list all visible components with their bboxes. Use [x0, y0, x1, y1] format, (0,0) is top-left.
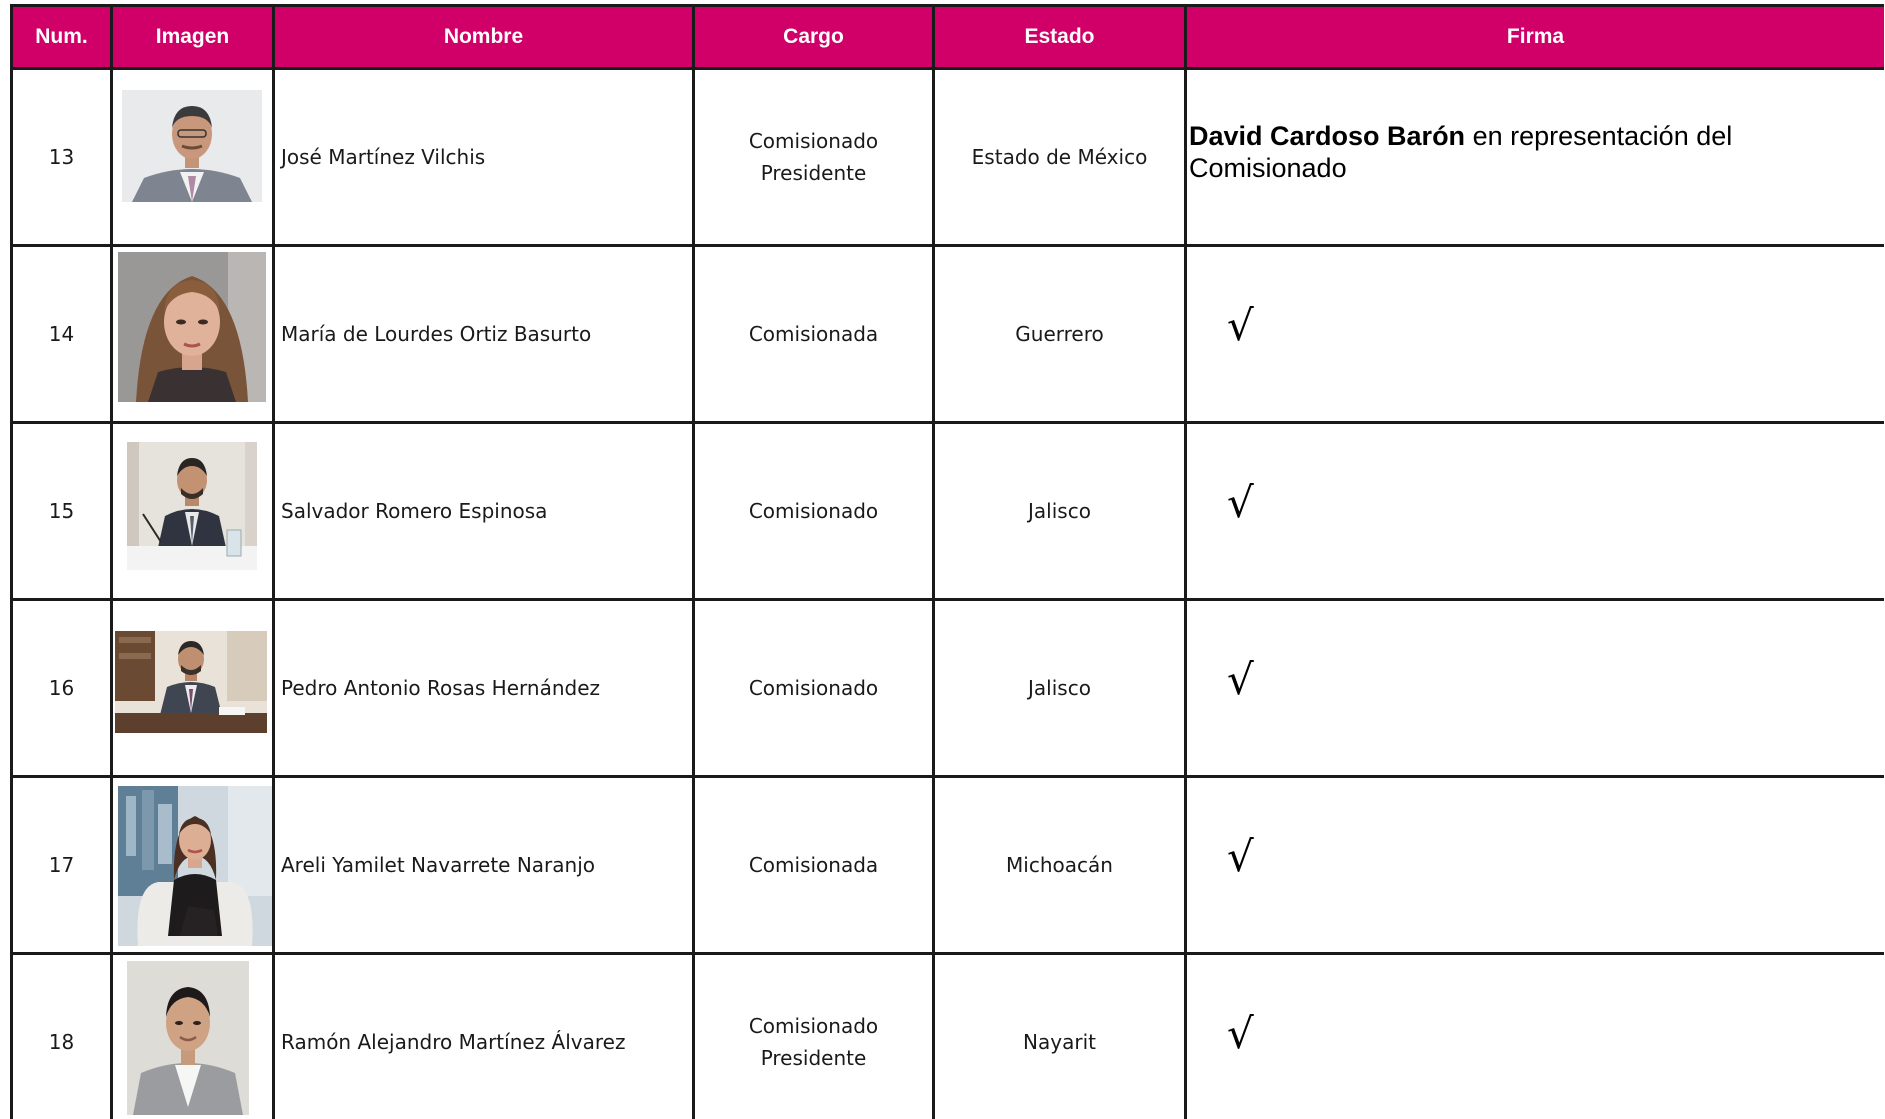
cargo-cell	[694, 423, 934, 600]
header-nombre: Nombre	[274, 6, 694, 69]
signature-check-icon: √	[1227, 301, 1254, 350]
header-firma: Firma	[1186, 6, 1885, 69]
cargo-line: Comisionado	[748, 676, 879, 700]
man-portrait-light-suit-icon	[127, 961, 249, 1115]
estado-cell: Jalisco	[934, 600, 1186, 777]
representation-note: en representación del Comisionado	[1189, 121, 1733, 183]
photo-cell	[112, 69, 274, 246]
signature-check-icon: √	[1227, 1009, 1254, 1058]
table-row	[12, 954, 1885, 1119]
cargo-line: Comisionado	[748, 499, 879, 523]
firma-cell	[1186, 777, 1885, 954]
cargo-line: Comisionado	[748, 129, 879, 153]
table-row	[12, 246, 1885, 423]
photo-cell	[112, 246, 274, 423]
name-cell: José Martínez Vilchis	[274, 69, 694, 246]
woman-seated-armchair-icon	[118, 786, 272, 946]
commissioners-table	[10, 4, 1884, 1119]
cargo-line: Comisionado	[748, 1014, 879, 1038]
firma-cell	[1186, 69, 1885, 246]
signature-check-icon: √	[1227, 832, 1254, 881]
row-number: 17	[12, 777, 112, 954]
table-header	[12, 6, 1885, 69]
cargo-line: Presidente	[760, 161, 867, 185]
header-cargo: Cargo	[694, 6, 934, 69]
name-cell: María de Lourdes Ortiz Basurto	[274, 246, 694, 423]
header-imagen: Imagen	[112, 6, 274, 69]
firma-cell	[1186, 246, 1885, 423]
cargo-line: Presidente	[760, 1046, 867, 1070]
cargo-cell	[694, 69, 934, 246]
estado-cell: Estado de México	[934, 69, 1186, 246]
row-number: 15	[12, 423, 112, 600]
attendance-sheet	[10, 4, 1884, 1119]
firma-cell	[1186, 954, 1885, 1119]
man-portrait-gray-suit-icon	[122, 90, 262, 202]
estado-cell: Guerrero	[934, 246, 1186, 423]
cargo-cell	[694, 777, 934, 954]
table-row	[12, 423, 1885, 600]
man-at-desk-microphone-icon	[127, 442, 257, 570]
estado-cell: Nayarit	[934, 954, 1186, 1119]
photo-cell	[112, 423, 274, 600]
estado-cell: Michoacán	[934, 777, 1186, 954]
signature-check-icon: √	[1227, 478, 1254, 527]
name-cell: Areli Yamilet Navarrete Naranjo	[274, 777, 694, 954]
row-number: 13	[12, 69, 112, 246]
row-number: 14	[12, 246, 112, 423]
estado-cell: Jalisco	[934, 423, 1186, 600]
header-row	[12, 6, 1885, 69]
firma-cell	[1186, 423, 1885, 600]
cargo-cell	[694, 954, 934, 1119]
cargo-cell	[694, 600, 934, 777]
cargo-line: Comisionada	[748, 322, 879, 346]
name-cell: Pedro Antonio Rosas Hernández	[274, 600, 694, 777]
firma-cell	[1186, 600, 1885, 777]
row-number: 16	[12, 600, 112, 777]
signature-check-icon: √	[1227, 655, 1254, 704]
photo-cell	[112, 777, 274, 954]
name-cell: Salvador Romero Espinosa	[274, 423, 694, 600]
row-number: 18	[12, 954, 112, 1119]
photo-cell	[112, 600, 274, 777]
cargo-cell	[694, 246, 934, 423]
table-row	[12, 69, 1885, 246]
table-row	[12, 600, 1885, 777]
photo-cell	[112, 954, 274, 1119]
header-estado: Estado	[934, 6, 1186, 69]
man-at-desk-office-icon	[115, 631, 267, 733]
table-row	[12, 777, 1885, 954]
name-cell: Ramón Alejandro Martínez Álvarez	[274, 954, 694, 1119]
header-num: Num.	[12, 6, 112, 69]
firma-representation-text	[1189, 120, 1839, 184]
representative-name: David Cardoso Barón	[1189, 121, 1466, 151]
cargo-line: Comisionada	[748, 853, 879, 877]
woman-portrait-icon	[118, 252, 266, 402]
